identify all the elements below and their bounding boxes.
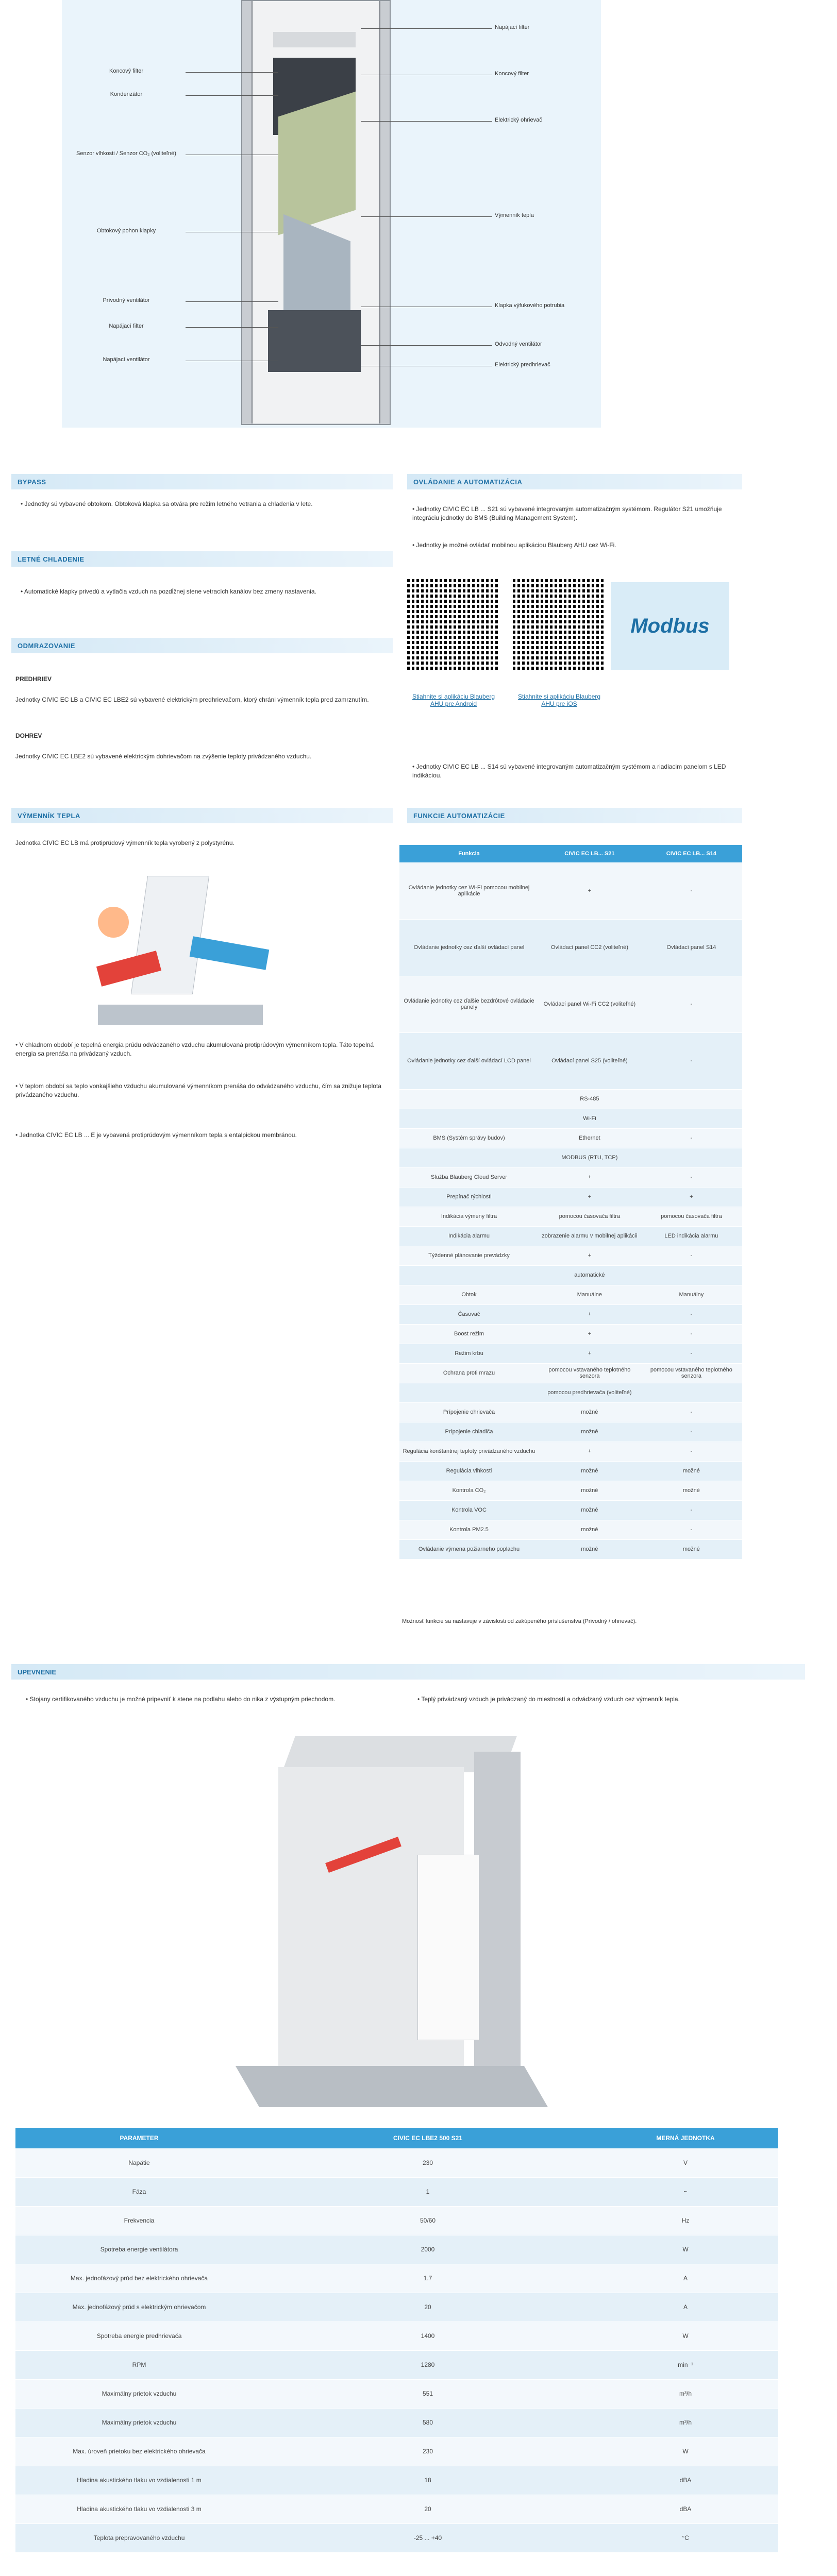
table-row [399, 1520, 742, 1539]
func-cell: Časovač [399, 1304, 539, 1324]
param-cell: Maximálny prietok vzduchu [15, 2408, 263, 2437]
table-row [399, 1207, 742, 1226]
table-row [15, 2235, 778, 2264]
func-cell: + [539, 1324, 641, 1344]
param-cell: dBA [593, 2466, 778, 2495]
table-row [399, 1089, 742, 1109]
param-cell: ~ [593, 2177, 778, 2206]
param-cell: -25 ... +40 [263, 2523, 593, 2552]
defrost-heading: ODMRAZOVANIE [11, 638, 393, 653]
func-header-cell: Funkcia [399, 845, 539, 862]
callout-line [361, 345, 492, 346]
func-cell: možné [539, 1402, 641, 1422]
func-cell: + [539, 1187, 641, 1207]
func-cell: Týždenné plánovanie prevádzky [399, 1246, 539, 1265]
param-cell: Hladina akustického tlaku vo vzdialenosti 1 m [15, 2466, 263, 2495]
func-cell: - [641, 1520, 742, 1539]
param-cell: A [593, 2293, 778, 2321]
callout-label: Výmenník tepla [495, 212, 534, 218]
table-row [399, 1032, 742, 1089]
func-cell: možné [641, 1461, 742, 1481]
table-row [399, 1422, 742, 1442]
param-cell: V [593, 2148, 778, 2177]
table-row [399, 862, 742, 919]
func-cell: Regulácia vlhkosti [399, 1461, 539, 1481]
exchanger-cold-text: • V chladnom období je tepelná energia prúdu odvádzaného vzduchu akumulovaná protiprúdovým výmenníkom tepla. Táto tepelná energia sa prenáša na privádzaný vzduch. [15, 1041, 374, 1058]
func-cell: Kontrola VOC [399, 1500, 539, 1520]
func-cell: - [641, 1442, 742, 1461]
func-cell: - [641, 1422, 742, 1442]
param-cell: Hz [593, 2206, 778, 2235]
func-cell: - [641, 1500, 742, 1520]
mounting-illustration [247, 1736, 536, 2117]
func-cell: - [641, 1402, 742, 1422]
func-cell: Ovládanie jednotky cez ďalší ovládací panel [399, 919, 539, 976]
func-cell: Kontrola PM2.5 [399, 1520, 539, 1539]
callout-line [186, 95, 278, 96]
func-cell: + [539, 1304, 641, 1324]
mount-text-2: • Teplý privádzaný vzduch je privádzaný do miestností a odvádzaný vzduch cez výmenník tepla. [417, 1696, 680, 1703]
table-row [399, 1285, 742, 1304]
param-cell: 18 [263, 2466, 593, 2495]
func-cell: + [539, 862, 641, 919]
param-header-cell: CIVIC EC LBE2 500 S21 [263, 2128, 593, 2148]
callout-line [186, 301, 278, 302]
func-cell: možné [539, 1422, 641, 1442]
func-cell: Režim krbu [399, 1344, 539, 1363]
func-cell [641, 1109, 742, 1128]
param-cell: m³/h [593, 2379, 778, 2408]
table-row [399, 1383, 742, 1402]
func-cell: Wi-Fi [539, 1109, 641, 1128]
table-row [15, 2264, 778, 2293]
modbus-logo: Modbus [611, 582, 729, 670]
table-row [399, 1500, 742, 1520]
func-cell: pomocou časovača filtra [539, 1207, 641, 1226]
callout-label: Klapka výfukového potrubia [495, 302, 565, 309]
table-row [399, 1246, 742, 1265]
callout-label: Prívodný ventilátor [103, 297, 150, 303]
func-cell: Kontrola CO₂ [399, 1481, 539, 1500]
func-cell: Prepínač rýchlosti [399, 1187, 539, 1207]
param-cell: Napätie [15, 2148, 263, 2177]
table-row [399, 1402, 742, 1422]
table-row [399, 1226, 742, 1246]
param-cell: 1.7 [263, 2264, 593, 2293]
functions-table [399, 845, 742, 1560]
table-row [15, 2437, 778, 2466]
func-cell: + [641, 1187, 742, 1207]
bypass-heading: BYPASS [11, 474, 393, 489]
func-cell [399, 1089, 539, 1109]
param-cell: 20 [263, 2495, 593, 2523]
table-row [15, 2379, 778, 2408]
callout-line [361, 216, 492, 217]
table-row [15, 2293, 778, 2321]
param-cell: 230 [263, 2437, 593, 2466]
func-cell: + [539, 1344, 641, 1363]
table-row [15, 2148, 778, 2177]
func-cell: Ovládací panel S25 (voliteľné) [539, 1032, 641, 1089]
param-cell: m³/h [593, 2408, 778, 2437]
table-row [15, 2350, 778, 2379]
callout-label: Kondenzátor [110, 91, 143, 97]
param-cell: 50/60 [263, 2206, 593, 2235]
func-cell: - [641, 976, 742, 1032]
func-cell: Ovládací panel Wi-Fi CC2 (voliteľné) [539, 976, 641, 1032]
automation-text-2: • Jednotky je možné ovládať mobilnou aplikáciou Blauberg AHU cez Wi-Fi. [412, 541, 616, 549]
bypass-text: • Jednotky sú vybavené obtokom. Obtoková klapka sa otvára pre režim letného vetrania a chladenia v lete. [21, 500, 313, 507]
func-cell: RS-485 [539, 1089, 641, 1109]
table-row [399, 1128, 742, 1148]
func-cell: - [641, 1304, 742, 1324]
param-cell: dBA [593, 2495, 778, 2523]
table-row [399, 1539, 742, 1559]
table-row [399, 1344, 742, 1363]
param-cell: A [593, 2264, 778, 2293]
func-cell: + [539, 1167, 641, 1187]
func-cell: Manuálny [641, 1285, 742, 1304]
callout-label: Senzor vlhkosti / Senzor CO₂ (voliteľné) [76, 150, 176, 157]
func-header-cell: CIVIC EC LB... S21 [539, 845, 641, 862]
func-cell: BMS (Systém správy budov) [399, 1128, 539, 1148]
table-row [399, 1109, 742, 1128]
callout-line [186, 72, 278, 73]
table-row [399, 1265, 742, 1285]
param-cell: 1400 [263, 2321, 593, 2350]
param-cell: W [593, 2437, 778, 2466]
func-cell: + [539, 1442, 641, 1461]
unit-cutaway-image [241, 0, 391, 425]
func-cell [399, 1383, 539, 1402]
func-cell: Regulácia konštantnej teploty privádzaného vzduchu [399, 1442, 539, 1461]
callout-label: Napájací filter [109, 323, 144, 329]
param-cell: 580 [263, 2408, 593, 2437]
callout-line [186, 327, 278, 328]
param-cell: W [593, 2235, 778, 2264]
func-cell: - [641, 862, 742, 919]
table-row [399, 1481, 742, 1500]
table-row [399, 1167, 742, 1187]
table-row [399, 1461, 742, 1481]
func-cell: zobrazenie alarmu v mobilnej aplikácii [539, 1226, 641, 1246]
exchanger-illustration [77, 866, 283, 1036]
func-cell [399, 1265, 539, 1285]
func-cell: - [641, 1128, 742, 1148]
table-row [15, 2466, 778, 2495]
callout-label: Napájací ventilátor [103, 357, 150, 363]
func-header-cell: CIVIC EC LB... S14 [641, 845, 742, 862]
table-row [399, 1442, 742, 1461]
table-row [15, 2321, 778, 2350]
android-app-link[interactable]: Stiahnite si aplikáciu Blauberg AHU pre Android [412, 693, 495, 707]
func-cell: Boost režim [399, 1324, 539, 1344]
param-cell: °C [593, 2523, 778, 2552]
defrost-2-title: DOHREV [15, 732, 42, 739]
func-cell: LED indikácia alarmu [641, 1226, 742, 1246]
exchanger-text: Jednotka CIVIC EC LB má protiprúdový výmenník tepla vyrobený z polystyrénu. [15, 839, 235, 846]
func-cell [641, 1148, 742, 1167]
func-cell: možné [539, 1520, 641, 1539]
table-row [15, 2523, 778, 2552]
callout-label: Koncový filter [109, 68, 144, 74]
func-cell: Indikácia alarmu [399, 1226, 539, 1246]
func-cell: Služba Blauberg Cloud Server [399, 1167, 539, 1187]
func-cell: možné [539, 1539, 641, 1559]
func-cell: MODBUS (RTU, TCP) [539, 1148, 641, 1167]
func-cell: Ovládací panel S14 [641, 919, 742, 976]
func-cell [399, 1109, 539, 1128]
callout-label: Elektrický ohrievač [495, 117, 542, 123]
table-row [15, 2408, 778, 2437]
param-cell: Teplota prepravovaného vzduchu [15, 2523, 263, 2552]
func-cell: Ovládanie jednotky cez ďalší ovládací LCD panel [399, 1032, 539, 1089]
param-cell: 1 [263, 2177, 593, 2206]
param-header-cell: MERNÁ JEDNOTKA [593, 2128, 778, 2148]
param-cell: 2000 [263, 2235, 593, 2264]
func-cell: - [641, 1167, 742, 1187]
callout-label: Odvodný ventilátor [495, 341, 542, 347]
qr-code-android[interactable] [407, 577, 500, 670]
param-cell: 230 [263, 2148, 593, 2177]
func-cell: - [641, 1032, 742, 1089]
func-cell: - [641, 1324, 742, 1344]
func-cell: Prípojenie ohrievača [399, 1402, 539, 1422]
func-cell: pomocou vstavaného teplotného senzora [641, 1363, 742, 1383]
func-cell: Ovládací panel CC2 (voliteľné) [539, 919, 641, 976]
func-cell [641, 1089, 742, 1109]
qr-code-ios[interactable] [513, 577, 606, 670]
callout-label: Obtokový pohon klapky [96, 228, 156, 234]
automation-text-1: • Jednotky CIVIC EC LB ... S21 sú vybavené integrovaným automatizačným systémom. Regulátor S21 umožňuje integráciu jednotky do BMS (Building Management System). [412, 505, 722, 522]
mount-text-1: • Stojany certifikovaného vzduchu je možné pripevniť k stene na podlahu alebo do nika z výstupným priechodom. [26, 1696, 336, 1703]
func-cell: možné [539, 1461, 641, 1481]
param-cell: 1280 [263, 2350, 593, 2379]
functions-heading: FUNKCIE AUTOMATIZÁCIE [407, 808, 742, 823]
param-cell: 551 [263, 2379, 593, 2408]
callout-label: Elektrický predhrievač [495, 362, 550, 368]
param-cell: Max. jednofázový prúd bez elektrického ohrievača [15, 2264, 263, 2293]
exchanger-heading: VÝMENNÍK TEPLA [11, 808, 393, 823]
param-cell: Spotreba energie ventilátora [15, 2235, 263, 2264]
param-cell: Maximálny prietok vzduchu [15, 2379, 263, 2408]
param-cell: Hladina akustického tlaku vo vzdialenosti 3 m [15, 2495, 263, 2523]
table-row [399, 1324, 742, 1344]
param-cell: W [593, 2321, 778, 2350]
func-cell: - [641, 1246, 742, 1265]
func-cell: Manuálne [539, 1285, 641, 1304]
table-row [399, 1148, 742, 1167]
table-row [15, 2495, 778, 2523]
functions-footnote: Možnosť funkcie sa nastavuje v závislosti od zakúpeného príslušenstva (Prívodný / ohrievač). [402, 1618, 637, 1624]
func-cell: Ethernet [539, 1128, 641, 1148]
func-cell [641, 1383, 742, 1402]
param-header-cell: PARAMETER [15, 2128, 263, 2148]
func-cell: - [641, 1344, 742, 1363]
defrost-2-text: Jednotky CIVIC EC LBE2 sú vybavené elektrickým dohrievačom na zvýšenie teploty privádzaného vzduchu. [15, 753, 312, 760]
table-row [399, 1304, 742, 1324]
func-cell: možné [641, 1539, 742, 1559]
automation-text-3: • Jednotky CIVIC EC LB ... S14 sú vybavené integrovaným automatizačným systémom a riadiacim panelom s LED indikáciou. [412, 763, 726, 779]
table-row [399, 919, 742, 976]
ios-app-link[interactable]: Stiahnite si aplikáciu Blauberg AHU pre iOS [517, 693, 601, 707]
summer-text: • Automatické klapky privedú a vytlačia vzduch na pozdĺžnej stene vetracích kanálov bez zmeny nastavenia. [21, 588, 316, 595]
func-cell: pomocou predhrievača (voliteľné) [539, 1383, 641, 1402]
table-row [399, 976, 742, 1032]
defrost-1-title: PREDHRIEV [15, 675, 52, 683]
param-cell: 20 [263, 2293, 593, 2321]
table-row [15, 2206, 778, 2235]
param-cell: Spotreba energie predhrievača [15, 2321, 263, 2350]
func-cell [399, 1148, 539, 1167]
automation-heading: OVLÁDANIE A AUTOMATIZÁCIA [407, 474, 742, 489]
func-cell: možné [641, 1481, 742, 1500]
param-cell: min⁻¹ [593, 2350, 778, 2379]
exchanger-warm-text: • V teplom období sa teplo vonkajšieho vzduchu akumulované výmenníkom prenáša do odvádzaného vzduchu, čím sa znižuje teplota privádzaného vzduchu. [15, 1082, 381, 1099]
func-cell: Ochrana proti mrazu [399, 1363, 539, 1383]
parameters-table-1 [15, 2128, 778, 2553]
func-cell: Ovládanie výmena požiarneho poplachu [399, 1539, 539, 1559]
mounting-heading: UPEVNENIE [11, 1664, 805, 1680]
func-cell [641, 1265, 742, 1285]
func-cell: Obtok [399, 1285, 539, 1304]
param-cell: Fáza [15, 2177, 263, 2206]
defrost-1-text: Jednotky CIVIC EC LB a CIVIC EC LBE2 sú vybavené elektrickým predhrievačom, ktorý chráni výmenník tepla pred zamrznutím. [15, 696, 369, 703]
param-cell: RPM [15, 2350, 263, 2379]
table-row [399, 1187, 742, 1207]
func-cell: možné [539, 1500, 641, 1520]
func-cell: Indikácia výmeny filtra [399, 1207, 539, 1226]
callout-line [361, 28, 492, 29]
func-cell: pomocou vstavaného teplotného senzora [539, 1363, 641, 1383]
param-cell: Frekvencia [15, 2206, 263, 2235]
table-row [15, 2177, 778, 2206]
func-cell: Prípojenie chladiča [399, 1422, 539, 1442]
func-cell: pomocou časovača filtra [641, 1207, 742, 1226]
summer-heading: LETNÉ CHLADENIE [11, 551, 393, 567]
func-cell: možné [539, 1481, 641, 1500]
func-cell: Ovládanie jednotky cez Wi-Fi pomocou mobilnej aplikácie [399, 862, 539, 919]
callout-label: Koncový filter [495, 71, 529, 77]
func-cell: + [539, 1246, 641, 1265]
exchanger-note: • Jednotka CIVIC EC LB ... E je vybavená protiprúdovým výmenníkom tepla s entalpickou membránou. [15, 1131, 297, 1139]
table-row [399, 1363, 742, 1383]
callout-line [361, 121, 492, 122]
param-cell: Max. jednofázový prúd s elektrickým ohrievačom [15, 2293, 263, 2321]
callout-label: Napájací filter [495, 24, 530, 30]
param-cell: Max. úroveň prietoku bez elektrického ohrievača [15, 2437, 263, 2466]
func-cell: automatické [539, 1265, 641, 1285]
func-cell: Ovládanie jednotky cez ďalšie bezdrôtové ovládacie panely [399, 976, 539, 1032]
